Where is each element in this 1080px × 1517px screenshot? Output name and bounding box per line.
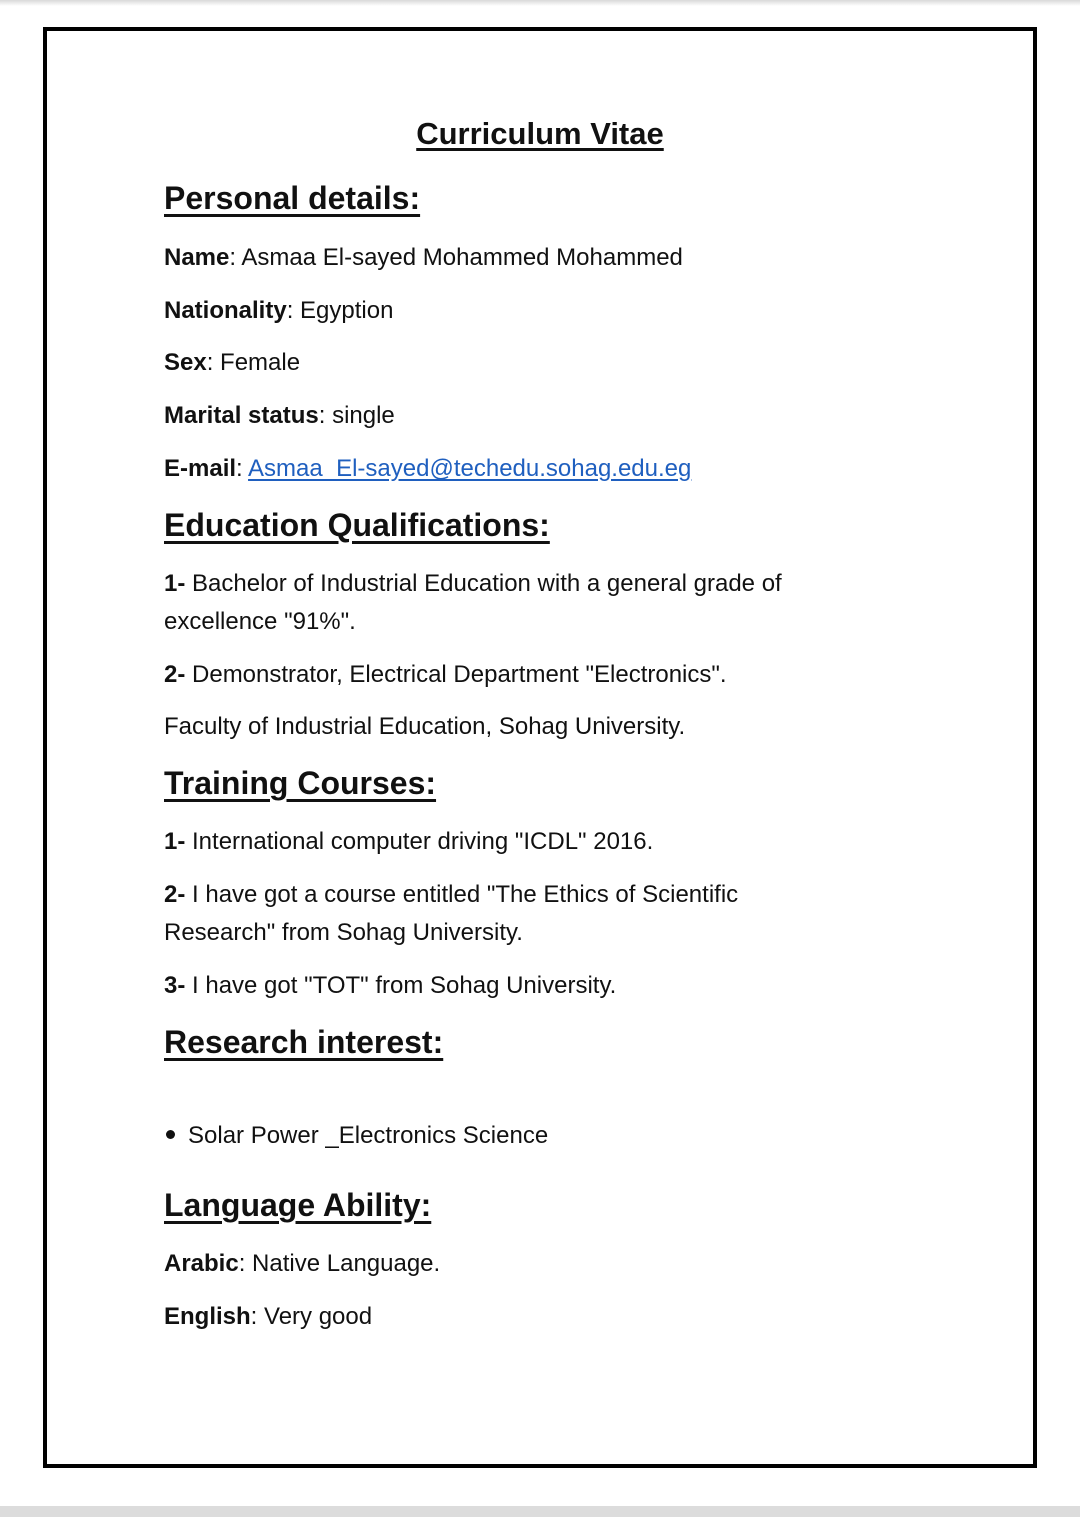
- name-value: Asmaa El-sayed Mohammed Mohammed: [241, 244, 683, 271]
- separator: :: [229, 244, 242, 271]
- sex-line: [164, 348, 300, 378]
- viewer-bottom-bar: [0, 1506, 1080, 1517]
- marital-status-line: [164, 401, 395, 431]
- separator: :: [318, 402, 333, 429]
- marital-status-label: Marital status: [164, 402, 319, 429]
- training-heading: Training Courses:: [164, 765, 437, 801]
- item-text: Bachelor of Industrial Education with a general grade of excellence "91%".: [164, 570, 782, 635]
- nationality-line: [164, 296, 393, 326]
- training-item-3: [164, 967, 884, 1005]
- research-heading: Research interest:: [164, 1024, 444, 1060]
- english-label: English: [164, 1303, 251, 1330]
- arabic-label: Arabic: [164, 1250, 239, 1277]
- separator: :: [250, 1303, 265, 1330]
- nationality-value: Egyption: [300, 297, 394, 324]
- sex-label: Sex: [164, 349, 207, 376]
- item-number: 1-: [164, 828, 186, 855]
- marital-status-value: single: [332, 402, 395, 429]
- item-number: 3-: [164, 972, 186, 999]
- arabic-value: Native Language.: [252, 1250, 441, 1277]
- education-item-1: [164, 565, 884, 641]
- item-number: 2-: [164, 661, 186, 688]
- bullet-icon: [166, 1130, 175, 1139]
- sex-value: Female: [220, 349, 301, 376]
- item-number: 2-: [164, 881, 186, 908]
- training-item-1: [164, 823, 884, 861]
- item-number: 1-: [164, 570, 186, 597]
- item-text: International computer driving "ICDL" 2016.: [185, 828, 654, 855]
- name-label: Name: [164, 244, 230, 271]
- english-line: [164, 1302, 372, 1332]
- personal-details-heading: Personal details:: [164, 180, 421, 216]
- education-heading: Education Qualifications:: [164, 507, 550, 543]
- research-item-text: Solar Power _Electronics Science: [188, 1122, 549, 1149]
- separator: :: [286, 297, 301, 324]
- email-line: [164, 454, 691, 484]
- separator: :: [236, 455, 249, 482]
- email-label: E-mail: [164, 455, 237, 482]
- item-text: Demonstrator, Electrical Department "Electronics".: [185, 661, 727, 688]
- nationality-label: Nationality: [164, 297, 287, 324]
- language-heading: Language Ability:: [164, 1187, 432, 1223]
- separator: :: [238, 1250, 253, 1277]
- viewer-top-shadow: [0, 0, 1080, 6]
- faculty-line: Faculty of Industrial Education, Sohag University.: [164, 713, 686, 740]
- email-link[interactable]: Asmaa_El-sayed@techedu.sohag.edu.eg: [248, 455, 692, 482]
- arabic-line: [164, 1249, 440, 1279]
- item-text: I have got "TOT" from Sohag University.: [185, 972, 617, 999]
- education-item-2: [164, 656, 884, 694]
- research-bullet-item: [166, 1121, 548, 1151]
- document-title: Curriculum Vitae: [416, 116, 664, 151]
- name-line: [164, 243, 683, 273]
- training-item-2: [164, 876, 824, 952]
- english-value: Very good: [264, 1303, 373, 1330]
- item-text: I have got a course entitled "The Ethics of Scientific Research" from Sohag University.: [164, 881, 739, 946]
- separator: :: [206, 349, 221, 376]
